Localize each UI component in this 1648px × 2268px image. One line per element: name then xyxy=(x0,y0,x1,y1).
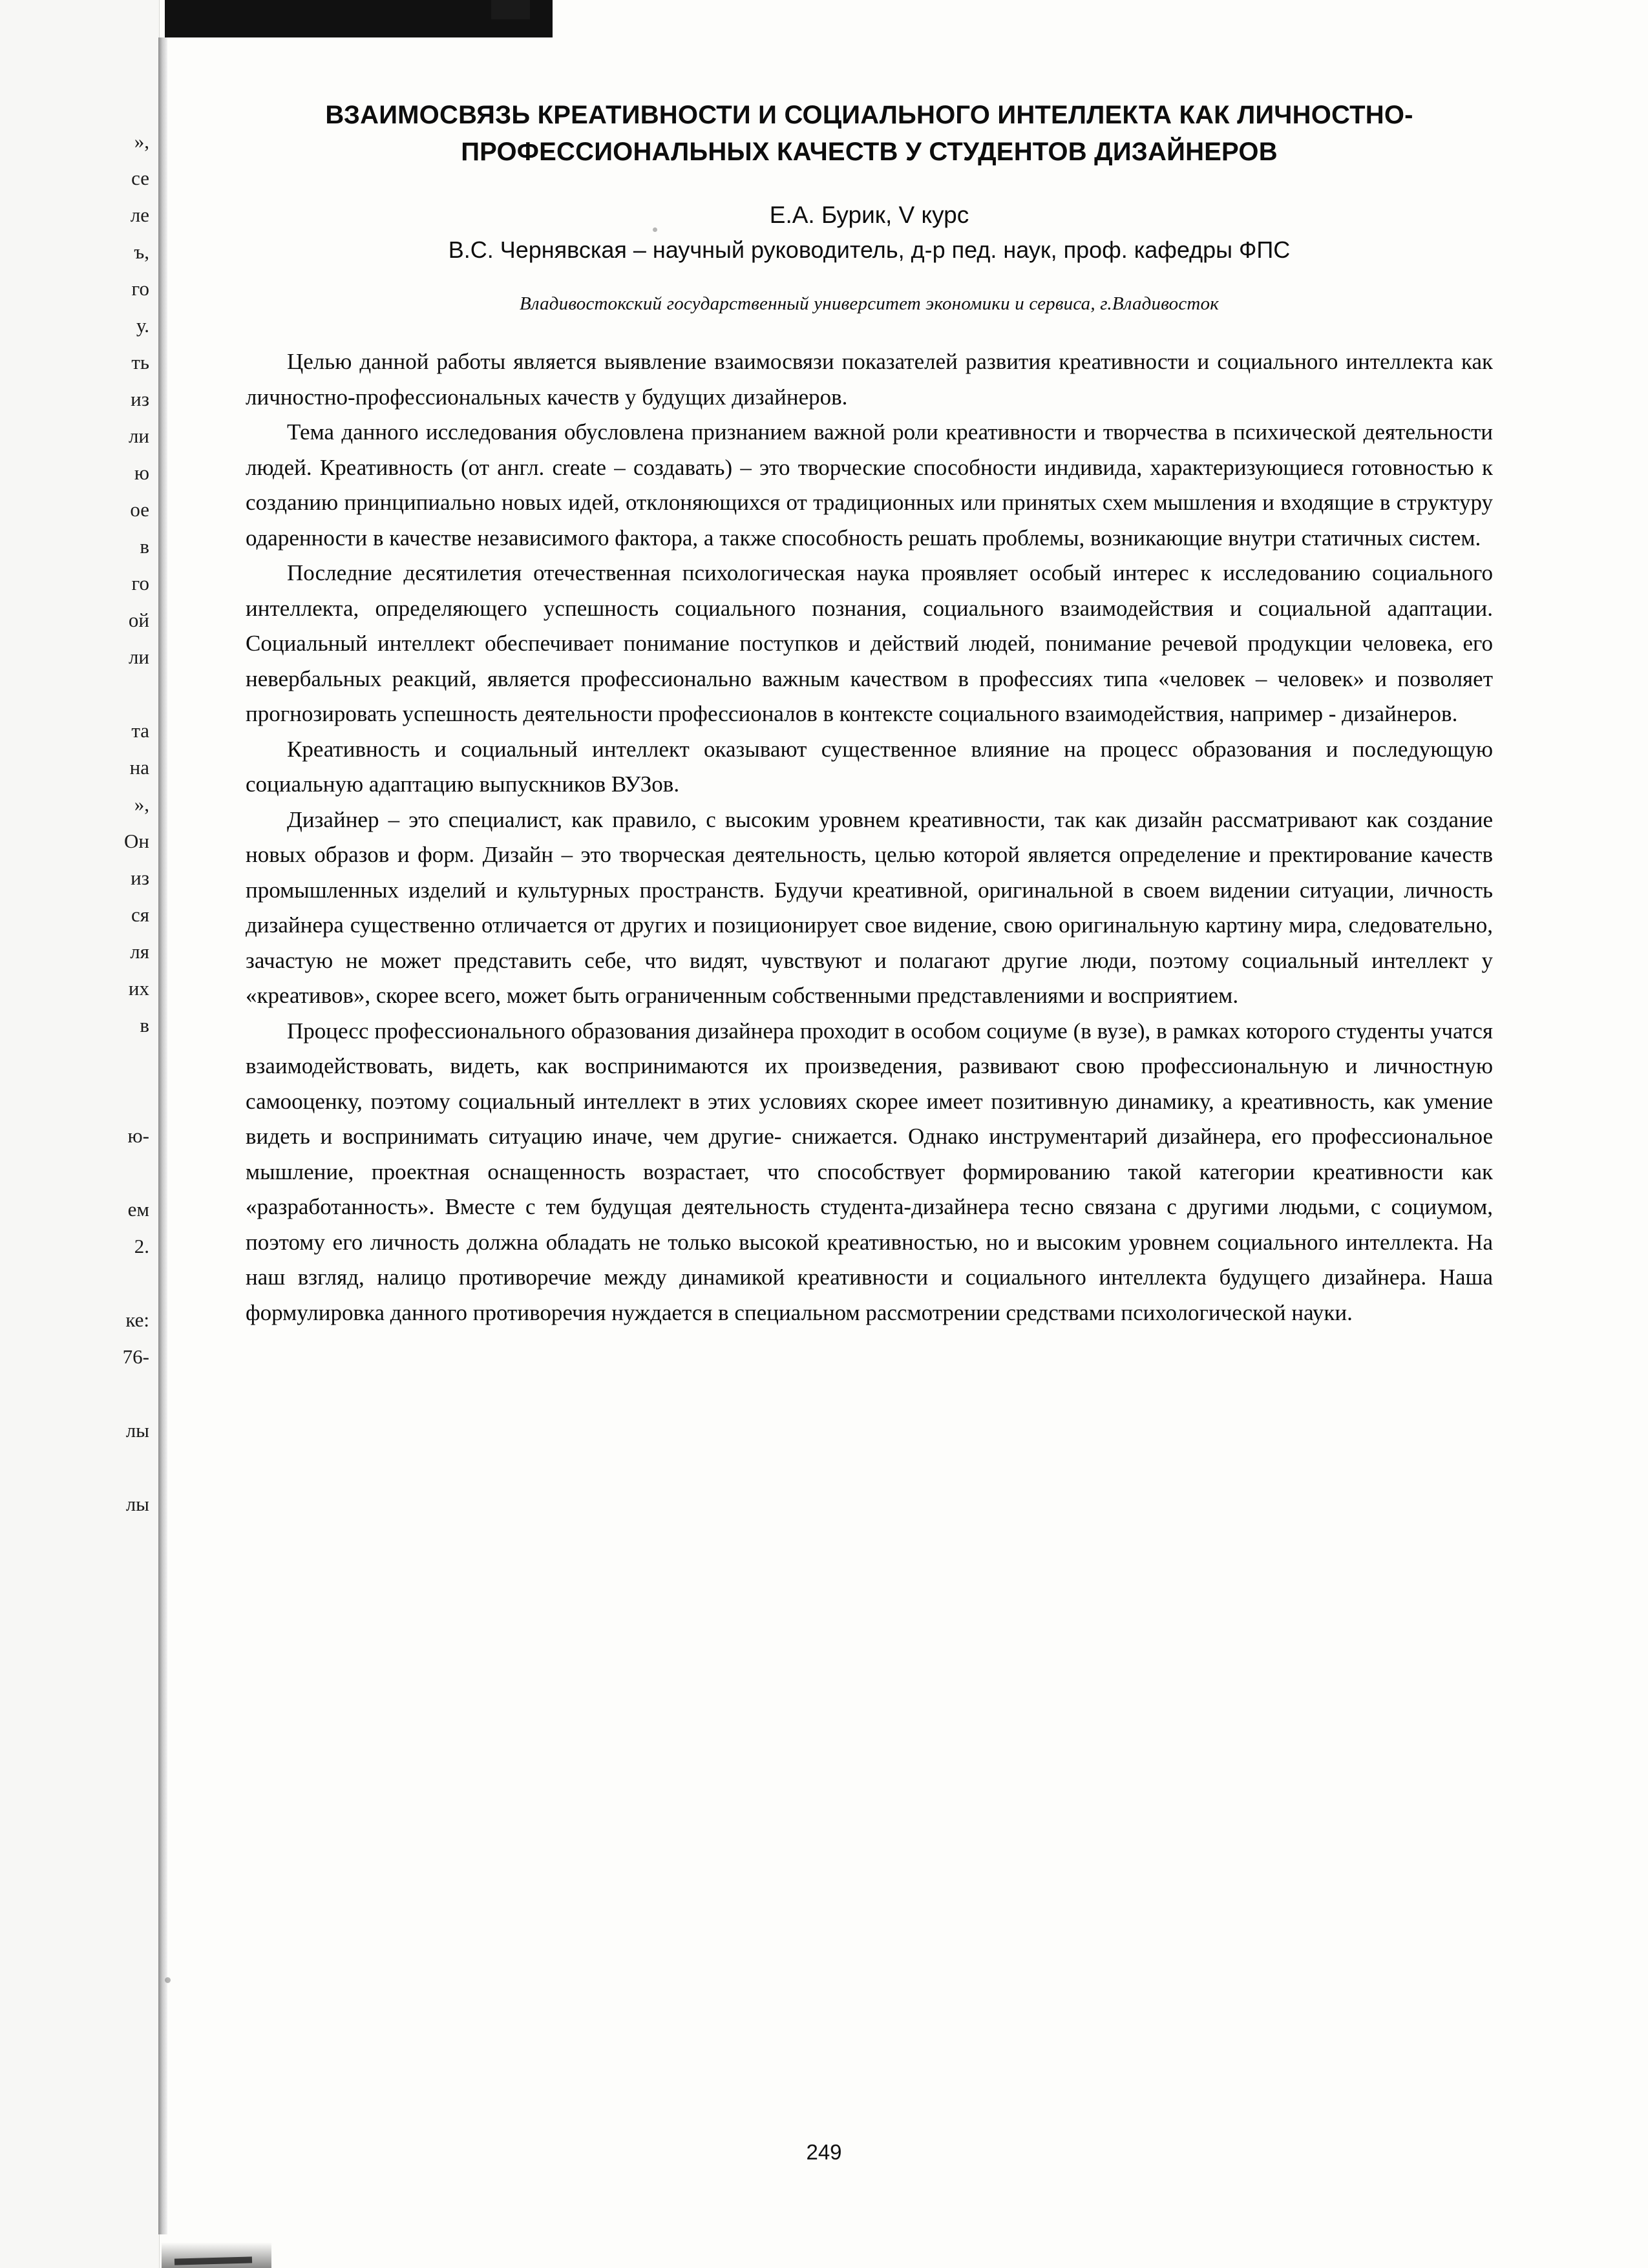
margin-fragment: ся xyxy=(131,903,149,926)
paragraph: Дизайнер – это специалист, как правило, с высоким уровнем креативности, так как дизайн рассматривают как создание новых образов и форм. Дизайн – это творческая деятельность, целью которой является определение и пректирование качеств промышленных изделий и культурных пространств. Будучи креативной, оригинальной в своем видении ситуации, личность дизайнера существенно отличается от других и позиционирует свое видение, свою оригинальную картину мира, следовательно, зачастую не может представить себе, что видят, чувствуют и полагают другие люди, поэтому социальный интеллект у «креативов», скорее всего, может быть ограниченным собственными представлениями и восприятием. xyxy=(246,806,1493,1008)
margin-fragment: ле xyxy=(130,204,149,226)
margin-fragment xyxy=(4,1154,149,1191)
margin-fragment: го xyxy=(131,277,149,300)
margin-fragment: ъ, xyxy=(134,240,149,263)
margin-fragment: лы xyxy=(125,1493,149,1515)
paragraph: Последние десятилетия отечественная психологическая наука проявляет особый интерес к исследованию социального интеллекта, определяющего успешность социального познания, социального взаимодействия и социальной адаптации. Социальный интеллект обеспечивает понимание поступков и действий людей, понимание речевой продукции человека, его невербальных реакций, является профессионально важным качеством в профессиях типа «человек – человек» и позволяет прогнозировать успешность деятельности профессионалов в контексте социального взаимодействия, например - дизайнеров. xyxy=(246,560,1493,726)
scan-artifact-page-edge-shadow xyxy=(158,37,167,2234)
scan-artifact-top-bar-secondary xyxy=(491,0,530,19)
margin-fragment: », xyxy=(134,793,149,815)
author-block xyxy=(246,198,1493,268)
margin-fragment xyxy=(4,1449,149,1486)
margin-fragment: ю xyxy=(134,461,149,484)
affiliation: Владивостокский государственный университет экономики и сервиса, г.Владивосток xyxy=(519,293,1220,314)
margin-fragment: се xyxy=(131,167,149,189)
margin-fragment: ля xyxy=(130,940,149,963)
paragraph: Тема данного исследования обусловлена признанием важной роли креативности и творчества в психической деятельности людей. Креативность (от англ. create – создавать) – это творческие способности индивида, характеризующиеся готовностью к созданию принципиально новых идей, отклоняющихся от традиционных или принятых схем мышления и входящие в структуру одаренности в качестве независимого фактора, а также способность решать проблемы, возникающие внутри статичных систем. xyxy=(246,419,1493,551)
article-title: ВЗАИМОСВЯЗЬ КРЕАТИВНОСТИ И СОЦИАЛЬНОГО ИНТЕЛЛЕКТА КАК ЛИЧНОСТНО-ПРОФЕССИОНАЛЬНЫХ КАЧЕСТВ У СТУДЕНТОВ ДИЗАЙНЕРОВ xyxy=(325,101,1413,166)
margin-fragment xyxy=(4,1375,149,1412)
author-primary: Е.А. Бурик, V курс xyxy=(769,202,969,228)
scan-speck xyxy=(165,1977,171,1983)
margin-fragment: ой xyxy=(128,609,149,631)
margin-fragment xyxy=(4,675,149,712)
margin-fragment: ли xyxy=(128,425,149,447)
margin-fragment xyxy=(4,1044,149,1080)
margin-fragment: ю- xyxy=(127,1124,149,1147)
margin-fragment: 2. xyxy=(134,1235,149,1257)
margin-fragment: их xyxy=(128,977,149,1000)
margin-fragment: ое xyxy=(130,498,149,521)
article-text xyxy=(246,344,1493,1330)
margin-fragment-column xyxy=(4,123,156,1522)
margin-fragment: из xyxy=(131,866,149,889)
paragraph: Целью данной работы является выявление взаимосвязи показателей развития креативности и социального интеллекта как личностно-профессиональных качеств у будущих дизайнеров. xyxy=(246,349,1493,410)
margin-fragment: ли xyxy=(128,646,149,668)
margin-fragment: 76- xyxy=(122,1345,149,1368)
margin-fragment: из xyxy=(131,388,149,410)
paragraph: Процесс профессионального образования дизайнера проходит в особом социуме (в вузе), в рамках которого студенты учатся взаимодействовать, видеть, как воспринимаются их произведения, развивают свою профессиональную и личностную самооценку, поэтому социальный интеллект в этих условиях скорее имеет позитивную динамику, а креативность, как умение видеть и воспринимать ситуацию иначе, чем другие- снижается. Однако инструментарий дизайнера, его профессиональное мышление, проектная оснащенность возрастает, что способствует формированию такой категории креативности как «разработанность». Вместе с тем будущая деятельность студента-дизайнера тесно связана с другими людьми, с социумом, поэтому его личность должна обладать не только высокой креативностью, но и высоким уровнем социального интеллекта. На наш взгляд, налицо противоречие между динамикой креативности и социального интеллекта будущего дизайнера. Наша формулировка данного противоречия нуждается в специальном рассмотрении средствами психологической науки. xyxy=(246,1018,1493,1325)
article-body xyxy=(246,97,1493,1330)
margin-fragment: ем xyxy=(127,1198,149,1221)
margin-fragment: ть xyxy=(131,351,149,373)
margin-fragment: у. xyxy=(136,314,149,337)
margin-fragment: Он xyxy=(124,830,149,852)
margin-fragment xyxy=(4,1080,149,1117)
margin-fragment: го xyxy=(131,572,149,594)
paragraph: Креативность и социальный интеллект оказывают существенное влияние на процесс образования и последующую социальную адаптацию выпускников ВУЗов. xyxy=(246,736,1493,797)
page-number: 249 xyxy=(806,2140,842,2164)
margin-fragment xyxy=(4,1265,149,1301)
margin-fragment: », xyxy=(134,130,149,152)
margin-fragment: в xyxy=(140,535,149,558)
margin-fragment: на xyxy=(129,756,149,779)
margin-fragment: та xyxy=(131,719,149,742)
margin-fragment: лы xyxy=(125,1419,149,1442)
margin-fragment: ке: xyxy=(125,1308,149,1331)
margin-fragment: в xyxy=(140,1014,149,1036)
author-supervisor: В.С. Чернявская – научный руководитель, д-р пед. наук, проф. кафедры ФПС xyxy=(448,236,1291,263)
